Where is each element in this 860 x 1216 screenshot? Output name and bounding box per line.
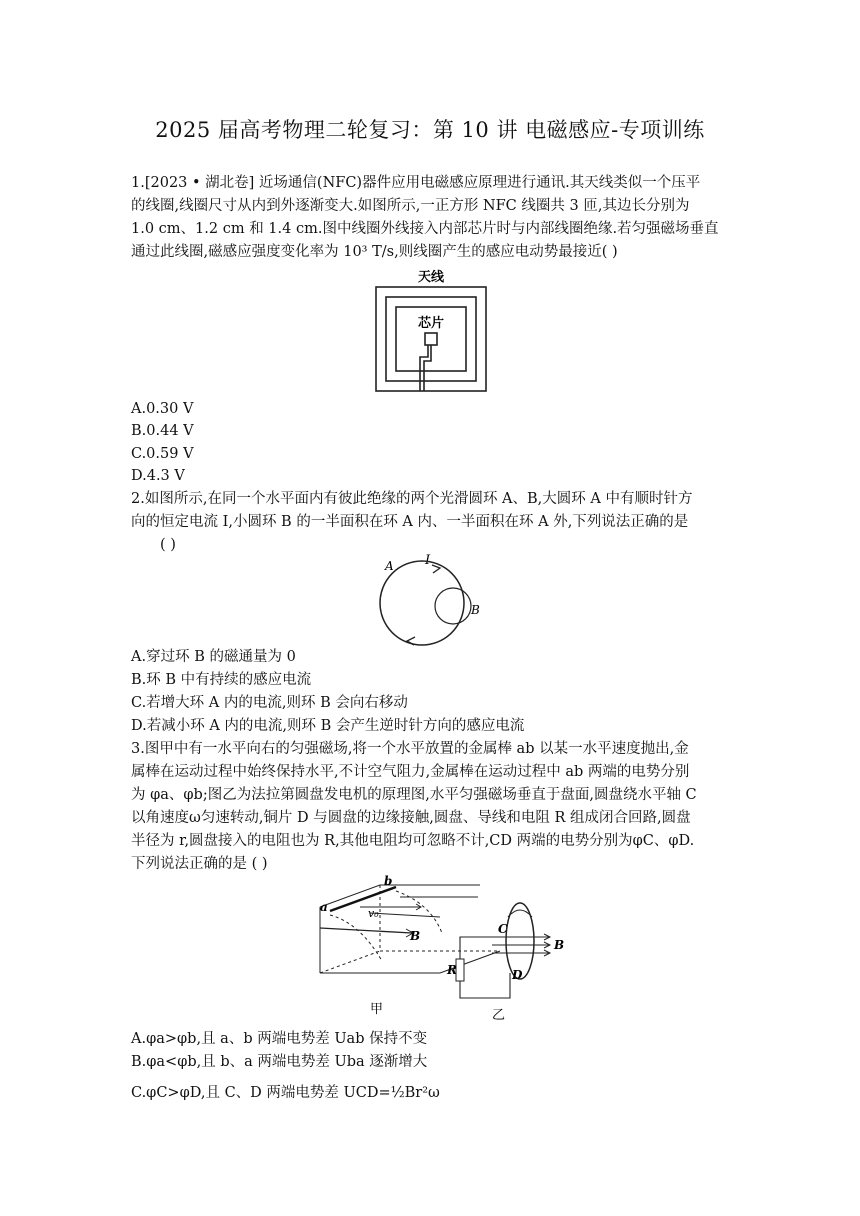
q2-option-b: B.环 B 中有持续的感应电流 (131, 672, 312, 688)
q3-line-5: 半径为 r,圆盘接入的电阻也为 R,其他电阻均可忽略不计,CD 两端的电势分别为φC、φD. (131, 833, 695, 849)
axis-c-label: C (498, 922, 508, 936)
q3-option-b: B.φa<φb,且 b、a 两端电势差 Uba 逐渐增大 (131, 1054, 428, 1070)
figure-yi-label: 乙 (492, 1008, 506, 1023)
q2-option-a: A.穿过环 B 的磁通量为 0 (131, 649, 296, 665)
figure-jia-label: 甲 (370, 1002, 384, 1017)
q3-line-1: 3.图甲中有一水平向右的匀强磁场,将一个水平放置的金属棒 ab 以某一水平速度抛出,金 (131, 741, 689, 757)
q3-line-6: 下列说法正确的是 ( ) (131, 856, 268, 872)
q3-option-a: A.φa>φb,且 a、b 两端电势差 Uab 保持不变 (131, 1031, 428, 1047)
q2-line-3: ( ) (160, 537, 176, 553)
nfc-coil-figure (372, 265, 490, 395)
q2-line-1: 2.如图所示,在同一个水平面内有彼此绝缘的两个光滑圆环 A、B,大圆环 A 中有顺时针方 (131, 491, 693, 507)
rings-figure (375, 550, 495, 650)
q1-option-d: D.4.3 V (131, 468, 185, 484)
rod-end-b-label: b (384, 874, 393, 888)
q2-line-2: 向的恒定电流 I,小圆环 B 的一半面积在环 A 内、一半面积在环 A 外,下列说法正确的是 (131, 514, 689, 530)
velocity-label: v₀ (368, 907, 379, 920)
chip-label: 芯片 (418, 316, 445, 331)
field-b-label-1: B (410, 929, 421, 943)
current-label: I (425, 553, 431, 568)
q1-option-c: C.0.59 V (131, 446, 194, 462)
rod-end-a-label: a (320, 900, 328, 914)
q3-line-4: 以角速度ω匀速转动,铜片 D 与圆盘的边缘接触,圆盘、导线和电阻 R 组成闭合回路,圆盘 (131, 810, 691, 826)
antenna-label: 天线 (418, 270, 445, 285)
q1-line-2: 的线圈,线圈尺寸从内到外逐渐变大.如图所示,一正方形 NFC 线圈共 3 匝,其边长分别为 (131, 198, 690, 214)
q1-option-b: B.0.44 V (131, 423, 194, 439)
ring-a-label: A (385, 559, 394, 573)
resistor-label: R (447, 963, 457, 977)
q1-line-3: 1.0 cm、1.2 cm 和 1.4 cm.图中线圈外线接入内部芯片时与内部线圈绝缘.若匀强磁场垂直 (131, 221, 719, 237)
q3-option-c: C.φC>φD,且 C、D 两端电势差 UCD=½Br²ω (131, 1085, 440, 1101)
page-title: 2025 届高考物理二轮复习：第 10 讲 电磁感应-专项训练 (155, 118, 705, 142)
q2-option-d: D.若减小环 A 内的电流,则环 B 会产生逆时针方向的感应电流 (131, 718, 525, 734)
q3-line-2: 属棒在运动过程中始终保持水平,不计空气阻力,金属棒在运动过程中 ab 两端的电势分别 (131, 764, 690, 780)
q1-option-a: A.0.30 V (131, 401, 194, 417)
ring-b-label: B (471, 603, 480, 617)
rod-and-disk-figure (300, 873, 570, 1023)
q1-line-1: 1.[2023 • 湖北卷] 近场通信(NFC)器件应用电磁感应原理进行通讯.其天线类似一个压平 (131, 175, 701, 191)
q1-line-4: 通过此线圈,磁感应强度变化率为 10³ T/s,则线圈产生的感应电动势最接近( ) (131, 244, 618, 260)
q2-option-c: C.若增大环 A 内的电流,则环 B 会向右移动 (131, 695, 408, 711)
q3-line-3: 为 φa、φb;图乙为法拉第圆盘发电机的原理图,水平匀强磁场垂直于盘面,圆盘绕水平轴 C (131, 787, 697, 803)
brush-d-label: D (512, 968, 523, 982)
field-b-label-2: B (554, 938, 565, 952)
